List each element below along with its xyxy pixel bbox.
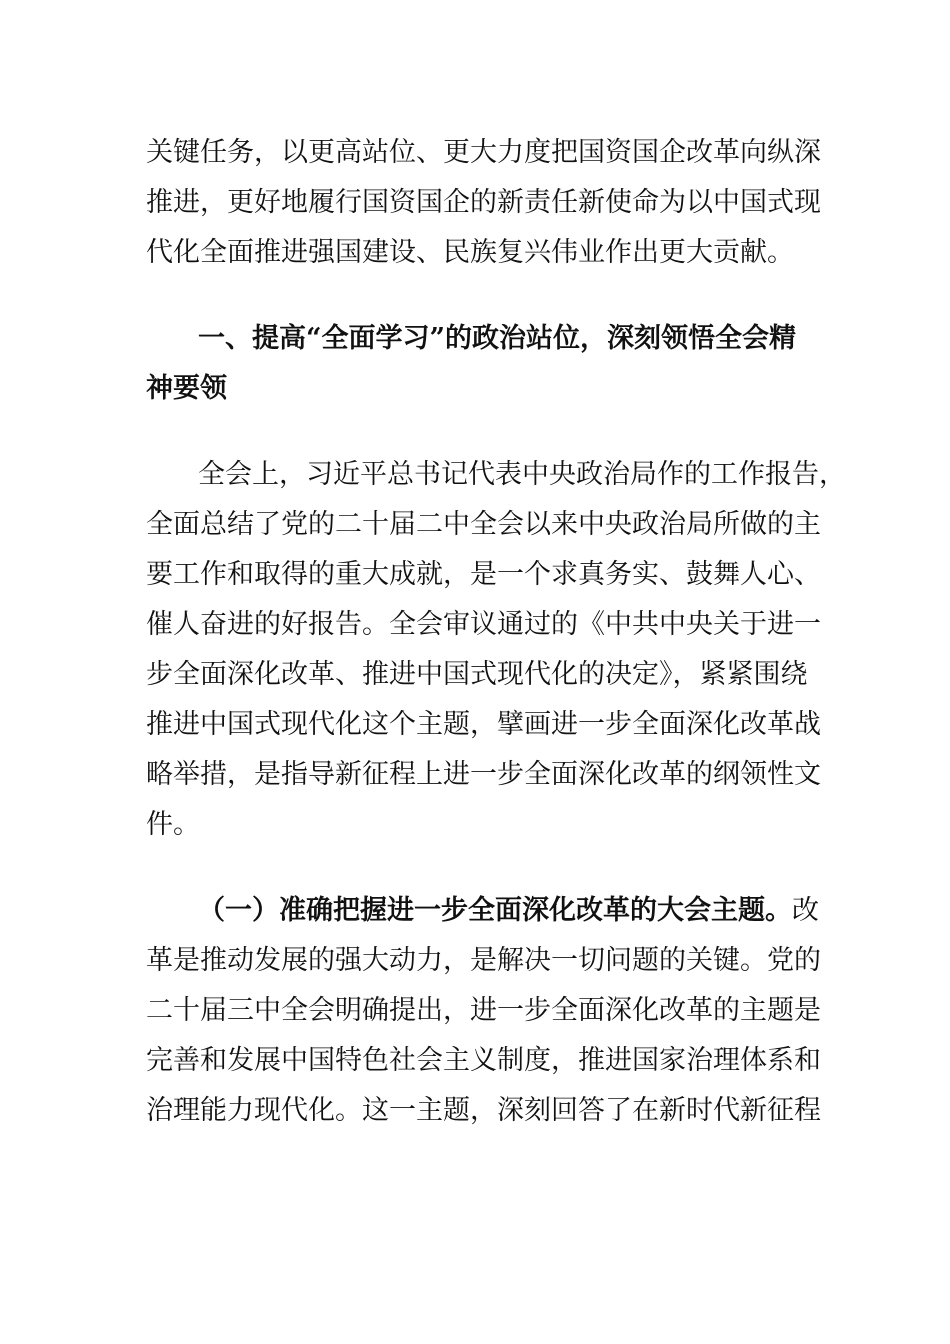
- subsection-first-line: [198, 894, 819, 928]
- paragraph-line: 治理能力现代化。这一主题，深刻回答了在新时代新征程: [146, 1095, 821, 1126]
- paragraph-line: 推进中国式现代化这个主题，擘画进一步全面深化改革战: [146, 709, 821, 740]
- paragraph-line: 关键任务，以更高站位、更大力度把国资国企改革向纵深: [146, 137, 821, 168]
- section-heading: 神要领: [146, 373, 227, 404]
- paragraph-line: 推进，更好地履行国资国企的新责任新使命为以中国式现: [146, 187, 821, 218]
- paragraph-line: 全面总结了党的二十届二中全会以来中央政治局所做的主: [146, 509, 821, 540]
- paragraph-line: 件。: [146, 809, 200, 840]
- section-heading: 一、提高“全面学习”的政治站位，深刻领悟全会精: [198, 323, 797, 354]
- subsection-title: （一）准确把握进一步全面深化改革的大会主题。: [198, 895, 792, 926]
- paragraph-line: 二十届三中全会明确提出，进一步全面深化改革的主题是: [146, 995, 821, 1026]
- paragraph-line: 完善和发展中国特色社会主义制度，推进国家治理体系和: [146, 1045, 821, 1076]
- paragraph-line: 革是推动发展的强大动力，是解决一切问题的关键。党的: [146, 945, 821, 976]
- paragraph-line: 略举措，是指导新征程上进一步全面深化改革的纲领性文: [146, 759, 821, 790]
- paragraph-text: 改: [792, 895, 819, 926]
- paragraph-line: 步全面深化改革、推进中国式现代化的决定》，紧紧围绕: [146, 659, 808, 690]
- paragraph-line: 催人奋进的好报告。全会审议通过的《中共中央关于进一: [146, 609, 821, 640]
- paragraph-line: 全会上，习近平总书记代表中央政治局作的工作报告，: [198, 459, 846, 490]
- paragraph-line: 代化全面推进强国建设、民族复兴伟业作出更大贡献。: [146, 237, 794, 268]
- paragraph-line: 要工作和取得的重大成就，是一个求真务实、鼓舞人心、: [146, 559, 821, 590]
